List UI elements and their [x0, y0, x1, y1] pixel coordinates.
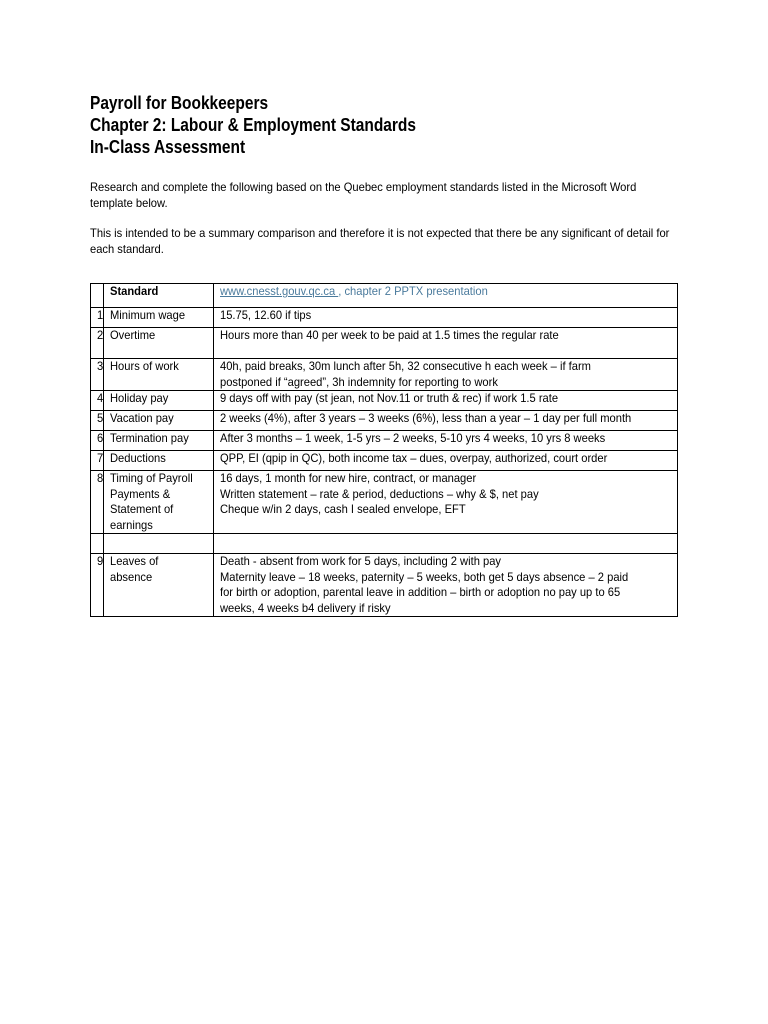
row-standard-text: Vacation pay: [110, 411, 174, 425]
row-detail-cell: [214, 534, 678, 554]
row-number-cell: 9: [91, 554, 104, 617]
table-header-row: [91, 284, 678, 308]
table-row: [91, 328, 678, 359]
row-detail-cell: [214, 328, 678, 359]
row-detail-cell: [214, 308, 678, 328]
instructions-paragraph: Research and complete the following based on the Quebec employment standards listed in the Microsoft Word template below.: [90, 180, 637, 210]
row-standard-cell: [104, 391, 214, 411]
row-detail-cell: [214, 471, 678, 534]
row-detail-text: 40h, paid breaks, 30m lunch after 5h, 32 consecutive h each week – if farm postponed if “agreed”, 3h indemnity for reporting to work: [220, 359, 591, 389]
table-row: [91, 431, 678, 451]
row-standard-text: Leaves of absence: [110, 554, 159, 584]
row-number-cell: 7: [91, 451, 104, 471]
course-title: Payroll for Bookkeepers: [90, 93, 269, 113]
table-row: [91, 391, 678, 411]
table-row: [91, 554, 678, 617]
row-standard-text: Holiday pay: [110, 391, 169, 405]
row-detail-cell: [214, 391, 678, 411]
table-row: [91, 451, 678, 471]
row-standard-text: Timing of Payroll Payments & Statement of earnings: [110, 471, 193, 532]
table-row: [91, 359, 678, 391]
row-standard-cell: [104, 431, 214, 451]
row-number-cell: 5: [91, 411, 104, 431]
chapter-title: Chapter 2: Labour & Employment Standards: [90, 115, 416, 135]
row-standard-cell: [104, 534, 214, 554]
table-row: [91, 411, 678, 431]
row-detail-text: QPP, EI (qpip in QC), both income tax – dues, overpay, authorized, court order: [220, 451, 608, 465]
row-standard-cell: [104, 451, 214, 471]
standard-column-header: Standard: [110, 284, 159, 298]
header-number-cell: [91, 284, 104, 308]
table-row: [91, 471, 678, 534]
row-standard-text: Termination pay: [110, 431, 189, 445]
row-standard-text: Hours of work: [110, 359, 179, 373]
row-number-cell: 1: [91, 308, 104, 328]
row-standard-cell: [104, 411, 214, 431]
document-heading: [90, 92, 678, 158]
row-detail-text: 16 days, 1 month for new hire, contract, or manager Written statement – rate & period, deductions – why & $, net pay Cheque w/in 2 days, cash I sealed envelope, EFT: [220, 471, 539, 516]
row-number-cell: 6: [91, 431, 104, 451]
row-number-cell: 3: [91, 359, 104, 391]
row-number-cell: [91, 534, 104, 554]
row-detail-text: 15.75, 12.60 if tips: [220, 308, 312, 322]
row-standard-cell: [104, 308, 214, 328]
row-detail-text: After 3 months – 1 week, 1-5 yrs – 2 weeks, 5-10 yrs 4 weeks, 10 yrs 8 weeks: [220, 431, 606, 445]
row-detail-cell: [214, 431, 678, 451]
row-detail-cell: [214, 554, 678, 617]
header-source-cell: [214, 284, 678, 308]
scope-paragraph: This is intended to be a summary comparison and therefore it is not expected that there be any significant of detail for each standard.: [90, 226, 670, 256]
row-standard-text: Minimum wage: [110, 308, 186, 322]
row-detail-cell: [214, 451, 678, 471]
row-standard-cell: [104, 359, 214, 391]
row-detail-text: 2 weeks (4%), after 3 years – 3 weeks (6%), less than a year – 1 day per full month: [220, 411, 632, 425]
header-standard-cell: [104, 284, 214, 308]
row-number-cell: 4: [91, 391, 104, 411]
row-number-cell: 2: [91, 328, 104, 359]
row-detail-text: Death - absent from work for 5 days, including 2 with pay Maternity leave – 18 weeks, paternity – 5 weeks, both get 5 days absence – 2 paid for birth or adoption, parental leave in addition – birth or adoption no pay up to 65 weeks, 4 weeks b4 delivery if risky: [220, 554, 629, 615]
table-row: [91, 534, 678, 554]
row-detail-text: Hours more than 40 per week to be paid at 1.5 times the regular rate: [220, 328, 559, 342]
row-detail-text: 9 days off with pay (st jean, not Nov.11 or truth & rec) if work 1.5 rate: [220, 391, 559, 405]
row-standard-text: Deductions: [110, 451, 166, 465]
row-detail-cell: [214, 359, 678, 391]
document-page: [90, 92, 678, 617]
row-standard-cell: [104, 471, 214, 534]
table-row: [91, 308, 678, 328]
row-detail-cell: [214, 411, 678, 431]
row-standard-cell: [104, 328, 214, 359]
row-standard-cell: [104, 554, 214, 617]
standards-table: [90, 283, 678, 617]
source-note: , chapter 2 PPTX presentation: [338, 284, 488, 298]
cnesst-link[interactable]: www.cnesst.gouv.qc.ca: [220, 284, 339, 298]
row-number-cell: 8: [91, 471, 104, 534]
assessment-title: In-Class Assessment: [90, 137, 246, 157]
row-standard-text: Overtime: [110, 328, 156, 342]
